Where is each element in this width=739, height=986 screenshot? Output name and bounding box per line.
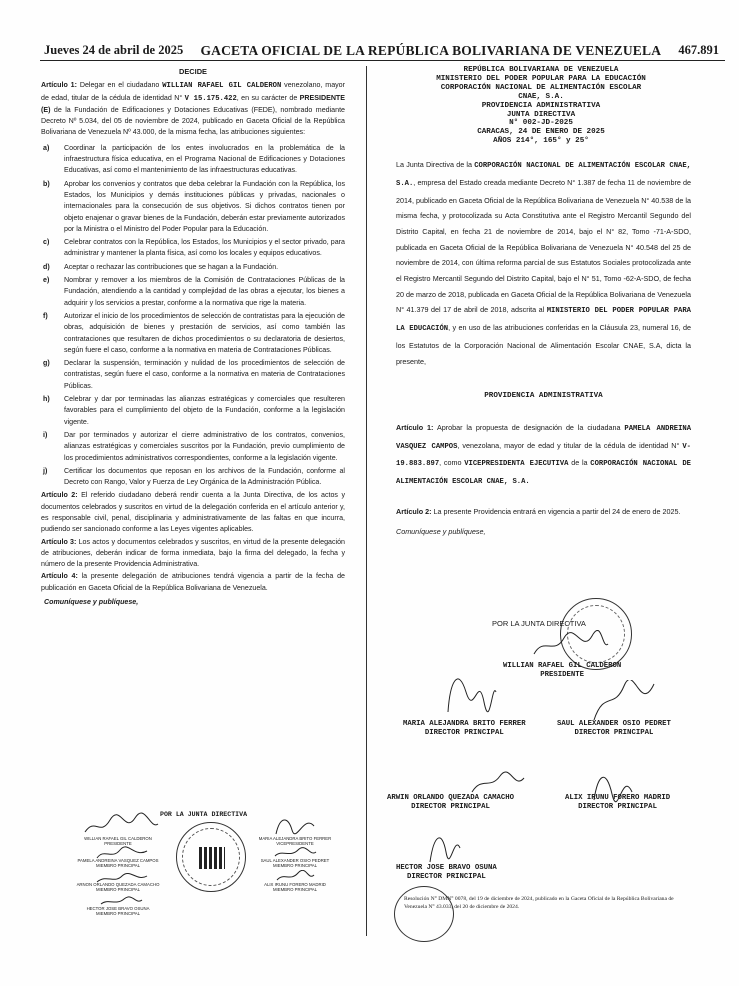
signer-role: MIEMBRO PRINCIPAL xyxy=(272,887,318,892)
article-text: de la Fundación de Edificaciones y Dotaciones Educativas (FEDE), nombrado mediante Decreto Nº 5.034, del 05 de noviembre de 2024, publicado en Gaceta Oficial de la República Bolivariana de Venezuela Nº 43.000, de la misma fecha, las atribuciones siguientes: xyxy=(41,105,345,137)
left-article-3 xyxy=(41,537,345,571)
signer-role: MIEMBRO PRINCIPAL xyxy=(95,863,141,868)
article-text: , como xyxy=(439,458,465,468)
attributions-list xyxy=(41,143,345,489)
left-closing: Comuníquese y publíquese, xyxy=(44,598,139,607)
decide-heading: DECIDE xyxy=(179,67,207,76)
signer-name: ARWIN ORLANDO QUEZADA CAMACHO xyxy=(387,794,514,802)
signer-role: DIRECTOR PRINCIPAL xyxy=(578,803,657,811)
right-signature-3 xyxy=(557,720,671,738)
left-signature-7 xyxy=(245,882,345,892)
left-signature-1 xyxy=(68,836,168,846)
left-article-1 xyxy=(41,80,345,138)
item-letter: b) xyxy=(43,179,50,188)
item-text: Aceptar o rechazar las contribuciones que se hagan a la Fundación. xyxy=(64,262,279,271)
signer-name: ALIX IRUNU FORERO MADRID xyxy=(565,794,671,802)
item-letter: h) xyxy=(43,395,50,404)
signature-scribble-icon xyxy=(468,770,528,796)
signer-name: HECTOR JOSE BRAVO OSUNA xyxy=(396,864,497,872)
signer-role: MIEMBRO PRINCIPAL xyxy=(95,887,141,892)
item-text: Dar por terminados y autorizar el cierre administrativo de los contratos, convenios, alianzas estratégicas y comerciales suscritos por la Fundación, previo cumplimiento de los procedimientos administrativos correspondientes, conforme a la legislación vigente. xyxy=(64,430,345,462)
signer-role: MIEMBRO PRINCIPAL xyxy=(272,863,318,868)
signer-name: ALIX IRUNU FORERO MADRID xyxy=(264,882,326,887)
signer-role: DIRECTOR PRINCIPAL xyxy=(411,803,490,811)
delegate-role: PRESIDENTE (E) xyxy=(41,93,346,114)
heading-line: CARACAS, 24 DE ENERO DE 2025 xyxy=(477,128,605,137)
providencia-title: PROVIDENCIA ADMINISTRATIVA xyxy=(484,392,603,401)
footnote: Resolución N° DMN° 0078, del 19 de diciembre de 2024, publicado en la Gaceta Oficial de la República Bolivariana de Venezuela N° 43.033, del 20 de diciembre de 2024. xyxy=(404,896,674,910)
signer-name: MARIA ALEJANDRA BRITO FERRER xyxy=(258,836,332,841)
signature-scribble-icon xyxy=(438,662,498,716)
left-board-label: POR LA JUNTA DIRECTIVA xyxy=(160,811,248,818)
heading-line: N° 002-JD-2025 xyxy=(509,119,573,128)
heading-line: MINISTERIO DEL PODER POPULAR PARA LA EDUCACIÓN xyxy=(436,74,646,83)
designee-role: VICEPRESIDENTA EJECUTIVA xyxy=(464,460,569,469)
item-text: Certificar los documentos que reposan en los archivos de la Fundación, conforme al Decreto con Rango, Valor y Fuerza de Ley Orgánica de la Administración Pública. xyxy=(64,466,345,487)
right-signature-5 xyxy=(565,794,670,812)
item-letter: c) xyxy=(43,238,50,247)
header-date: Jueves 24 de abril de 2025 xyxy=(44,43,184,57)
intro-text: La Junta Directiva de la xyxy=(396,160,475,170)
right-board-label: POR LA JUNTA DIRECTIVA xyxy=(492,619,586,628)
article-text: Los actos y documentos celebrados y suscritos, en virtud de la presente delegación de atribuciones, deberán indicar de forma inmediata, bajo la firma del delegado, la fecha y número de la presente Providencia Administrativa. xyxy=(41,537,345,569)
article-label: Artículo 4: xyxy=(41,572,78,581)
list-item xyxy=(41,179,345,235)
item-letter: d) xyxy=(43,262,50,271)
signer-name: ARNON ORLANDO QUEZADA CAMACHO xyxy=(76,882,160,887)
signer-name: SAUL ALEXANDER OSIO PEDRET xyxy=(557,720,671,728)
signer-role: DIRECTOR PRINCIPAL xyxy=(574,729,654,737)
signer-name: WILLIAN RAFAEL GIL CALDERON xyxy=(503,662,622,670)
article-text: venezolano, mayor de edad, titular de la cédula de identidad N° xyxy=(41,81,345,102)
left-signature-6 xyxy=(245,858,345,868)
item-text: Autorizar el inicio de los procedimientos de selección de contratistas para la ejecución de obras, adquisición de bienes y prestación de servicios, así como también las contrataciones que resultaren de dichos procedimientos o su declaratoria de desiertos, según fuere el caso, conforme a la normativa en materia de Contrataciones Públicas. xyxy=(64,311,345,354)
left-signature-2 xyxy=(63,858,173,868)
signer-role: MIEMBRO PRINCIPAL xyxy=(95,911,141,916)
article-text: Delegar en el ciudadano xyxy=(76,81,163,90)
delegate-name: WILLIAN RAFAEL GIL CALDERON xyxy=(162,82,282,91)
right-article-1 xyxy=(396,420,691,490)
article-text: Aprobar la propuesta de designación de la ciudadana xyxy=(433,423,625,433)
signer-role: DIRECTOR PRINCIPAL xyxy=(406,873,486,881)
article-text: de la xyxy=(568,458,591,468)
heading-line: CNAE, S.A. xyxy=(518,92,564,101)
item-letter: i) xyxy=(43,430,48,439)
right-closing: Comuníquese y publíquese, xyxy=(396,526,486,536)
heading-line: REPÚBLICA BOLIVARIANA DE VENEZUELA xyxy=(463,66,619,74)
corporation-name: CORPORACIÓN NACIONAL DE ALIMENTACIÓN ESCOLAR CNAE, S.A. xyxy=(396,162,691,188)
ministry-name: MINISTERIO DEL PODER POPULAR PARA LA EDUCACIÓN xyxy=(396,307,691,334)
right-column xyxy=(396,66,691,538)
left-signature-5 xyxy=(245,836,345,846)
signer-role: VICEPRESIDENTE xyxy=(276,841,314,846)
right-signature-4 xyxy=(387,794,514,812)
article-text: la presente delegación de atribuciones tendrá vigencia a partir de la fecha de publicación en Gaceta Oficial de la República Bolivariana de Venezuela. xyxy=(41,572,346,592)
signer-name: MARIA ALEJANDRA BRITO FERRER xyxy=(403,720,526,728)
right-article-2 xyxy=(396,504,691,519)
signature-scribble-icon xyxy=(270,812,318,838)
left-article-2 xyxy=(41,490,345,535)
designee-id: V-19.883.897 xyxy=(396,442,691,469)
list-item xyxy=(41,466,345,489)
page-header xyxy=(44,43,719,59)
delegate-id: V 15.175.422 xyxy=(184,94,237,103)
list-item xyxy=(41,237,345,260)
signer-role: PRESIDENTE xyxy=(104,841,132,846)
header-title: GACETA OFICIAL DE LA REPÚBLICA BOLIVARIANA DE VENEZUELA xyxy=(200,43,662,58)
signer-name: WILLIAN RAFAEL GIL CALDERON xyxy=(84,836,152,841)
list-item xyxy=(41,311,345,356)
signer-name: SAUL ALEXANDER OSIO PEDRET xyxy=(260,858,330,863)
heading-line: CORPORACIÓN NACIONAL DE ALIMENTACIÓN ESCOLAR xyxy=(440,83,642,92)
right-signature-2 xyxy=(403,720,526,738)
right-signature-6 xyxy=(396,864,497,882)
item-letter: j) xyxy=(43,466,48,475)
article-label: Artículo 1: xyxy=(396,423,434,433)
signature-scribble-icon xyxy=(424,826,464,866)
designee-name: PAMELA ANDREINA VASQUEZ CAMPOS xyxy=(396,425,692,451)
article-text: , en su carácter de xyxy=(236,93,300,102)
item-text: Declarar la suspensión, terminación y nulidad de los procedimientos de selección de contratistas, según fuere el caso, conforme a la normativa en materia de Contrataciones Públicas. xyxy=(64,359,345,390)
right-signature-1 xyxy=(503,662,621,680)
heading-line: AÑOS 214°, 165° y 25° xyxy=(493,137,589,146)
article-text: La presente Providencia entrará en vigencia a partir del 24 de enero de 2025. xyxy=(431,507,681,517)
corporation-name: CORPORACIÓN NACIONAL DE ALIMENTACIÓN ESCOLAR CNAE, S.A. xyxy=(396,460,691,486)
list-item xyxy=(41,275,345,309)
intro-text: , empresa del Estado creada mediante Decreto N° 1.387 de fecha 11 de noviembre de 2014, publicado en Gaceta Oficial de la República Bolivariana de Venezuela N° 40.538 de la misma fecha, y protocolizada su Acta Constitutiva ante el Registro Mercantil Segundo del Distrito Capital, en fecha 21 de noviembre de 2014, bajo el N° 82, Tomo -71-A-SDO, publicada en Gaceta Oficial de la República Bolivariana de Venezuela N° 40.548 del 25 de noviembre de 2014, con última reforma parcial de sus Estatutos Sociales protocolizada ante el Registro Mercantil Segundo del Distrito Capital, bajo el N° 51, Tomo -62-A-SDO, de fecha 20 de marzo de 2018, publicada en Gaceta Oficial de la República Bolivariana de Venezuela N° 41.379 del 17 de abril de 2018, adscrita al xyxy=(396,177,691,315)
list-item xyxy=(41,394,345,428)
header-rule xyxy=(40,60,725,61)
item-text: Nombrar y remover a los miembros de la Comisión de Contrataciones Públicas de la Fundación, atendiendo a la cantidad y complejidad de las obras a ejecutar, los bienes a adquirir y los servicios a prestar, conforme a la normativa que rige la materia. xyxy=(64,276,345,307)
item-letter: g) xyxy=(43,359,50,368)
heading-line: JUNTA DIRECTIVA xyxy=(506,110,576,119)
left-signature-4 xyxy=(73,906,163,916)
left-article-4 xyxy=(41,571,345,594)
left-signature-3 xyxy=(63,882,173,892)
signer-name: HECTOR JOSE BRAVO OSUNA xyxy=(86,906,150,911)
article-label: Artículo 2: xyxy=(396,507,432,517)
signer-role: DIRECTOR PRINCIPAL xyxy=(424,729,504,737)
signer-name: PAMELA ANDREINA VASQUEZ CAMPOS xyxy=(77,858,159,863)
signature-scribble-icon xyxy=(530,630,610,660)
article-text: , venezolana, mayor de edad y titular de la cédula de identidad N° xyxy=(457,440,683,450)
intro-paragraph xyxy=(396,157,691,369)
intro-text: , y en uso de las atribuciones conferidas en la Cláusula 23, numeral 16, de los Estatutos de la Corporación Nacional de Alimentación Escolar CNAE, S.A, dicta la presente, xyxy=(396,323,692,366)
article-label: Artículo 2: xyxy=(41,491,78,500)
item-letter: f) xyxy=(43,311,48,320)
list-item xyxy=(41,143,345,177)
left-column xyxy=(41,66,345,608)
item-text: Celebrar y dar por terminadas las alianzas estratégicas y comerciales que resulteren favorables para el cumplimiento del objeto de la Fundación, conforme a la legislación vigente. xyxy=(64,395,345,426)
signature-scribble-icon xyxy=(588,680,658,724)
list-item xyxy=(41,358,345,392)
resolution-heading xyxy=(396,66,686,146)
item-text: Coordinar la participación de los entes involucrados en la problemática de la infraestructura física educativa, en el Programa Nacional de Edificaciones y Dotaciones Educativas, así como el mantenimiento de las infraestructuras educativas. xyxy=(64,143,345,175)
item-letter: a) xyxy=(43,143,50,152)
heading-line: PROVIDENCIA ADMINISTRATIVA xyxy=(481,101,601,110)
header-page-number: 467.891 xyxy=(678,43,719,57)
article-label: Artículo 1: xyxy=(41,81,77,90)
list-item xyxy=(41,262,345,273)
seal-icon xyxy=(176,822,246,892)
signature-scribble-icon xyxy=(80,812,160,838)
list-item xyxy=(41,430,345,464)
item-text: Aprobar los convenios y contratos que deba celebrar la Fundación con la República, los Estados, los Municipios y demás instituciones públicas y privadas, nacionales o internacionales para la consecución de sus objetivos. Si dichos contratos tienen por objeto enajenar o gravar bienes de la Fundación, deberán estar previamente autorizados por la Ministra o el Ministro del Poder Popular para la Educación. xyxy=(64,179,345,233)
article-label: Artículo 3: xyxy=(41,537,77,546)
article-text: El referido ciudadano deberá rendir cuenta a la Junta Directiva, de los actos y documentos celebrados y suscritos en virtud de la delegación conferida en el artículo anterior y, es responsable civil, penal, disciplinaria y administrativamente de las faltas en que incurra, pudiendo ser sancionado conforme a las Leyes vigentes aplicables. xyxy=(41,491,346,534)
item-letter: e) xyxy=(43,276,50,285)
item-text: Celebrar contratos con la República, los Estados, los Municipios y el sector privado, para administrar y mantener la planta física, así como los locales y equipos educativos. xyxy=(64,238,345,258)
signer-role: PRESIDENTE xyxy=(540,671,585,679)
column-divider xyxy=(366,66,367,936)
